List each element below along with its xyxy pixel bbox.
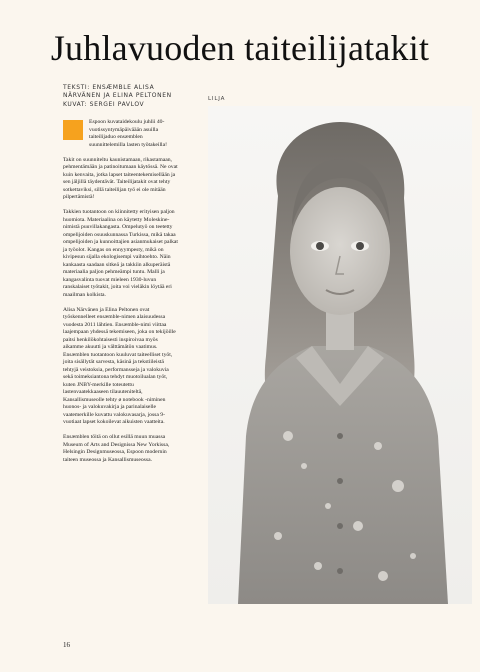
lead-paragraph: Espoon kuvataidekoulu juhlii 40-vuotissyntymäpäiväään asuilla taiteilijaduo ensæmblen suunnittelemilla lasten työtakeilla!	[63, 119, 179, 149]
page-number: 16	[63, 641, 70, 649]
page-title: Juhlavuoden taiteilijatakit	[50, 28, 430, 68]
article-credits	[63, 84, 183, 109]
body-paragraph: Ensæmblen töitä on ollut esillä muun muassa Museum of Arts and Designissa New Yorkissa, Helsingin Designmuseossa, Espoon modernin taiteen museossa ja Kansallismuseossa.	[63, 434, 170, 463]
credit-line: KUVAT: SERGEI PAVLOV	[63, 100, 145, 108]
credit-line: TEKSTI: ENSÆMBLE ALISA	[63, 84, 155, 91]
credit-line: NÄRVÄNEN JA ELINA PELTONEN	[63, 92, 172, 100]
orange-square-mark	[63, 120, 83, 140]
article-body	[63, 119, 179, 472]
photo-caption: LILJA	[208, 96, 226, 102]
body-paragraph: Alisa Närvänen ja Elina Peltonen ovat työskennelleet ensæmble-nimen alaisuudessa vuodesta 2011 lähtien. Ensæmble-nimi viittaa laajempaan yhdessä tekemiseen, joka on tekijöille paitsi henkilökohtaisesti inspiroivaa myös aikamme akuutti ja välttämätön vaatimus. Ensæmblen tuotantoon kuuluvat taiteelliset työt, joita sisällytät sarvesta, käsinä ja tekstiileistä tehtyjä veistoksia, performansseja ja valokuvia sekä toimeksiantona tehdyt muotoilualan työt, kuten JNBY-merkille toteutettu lastenvaatekkaaseen tilauuteniteltä, Kansallismuseolle tehty ø notebook -niminen huonos- ja valokuvakirja ja parinalaiselle vaatemerkille kuvattu valokuvasarja, jossa 9-vuotiaat lapset kokoilevat aikuisten vaatteita.	[63, 306, 176, 425]
body-paragraph: Takkien tuotantoon on kiinnitetty erityisen paljon huomiota. Materiaalina on käytetty Moleskine-nimistä puuvillakangasta. Ompelutyö on teetetty ompelijoiden osuuskunnassa Turkissa, mikä takaa ompelijoiden ja kunnoittajien asianmukaiset palkat ja työolot. Kangas on ennyympesty, mikä on kivipesun sijalla ekologisempi vaihtoehto. Näin kankaasta saadaan sitkeä ja takkiin alkuperäistä materiaalia paljon pehmeämpi tuntu. Malli ja kangasvalinta tuovat mieleen 1930-luvun ranskalaiset työtakit, joita voi vieläkin löytää eri maailman kolkista.	[63, 209, 178, 298]
portrait-photo	[208, 106, 472, 604]
body-paragraph: Takit on suunniteltu kaunistamaan, rikastamaan, pehmentämään ja patinoitumaan käytössä. Ne ovat kuin kenvaita, jotka lapset taiteentekemisellään ja sen jäljillä täydentävät. Taiteilijatakit ovat tehty sotkettaviksi, sillä taiteilijan työ ei ole mitään pilpertämistä!	[63, 156, 178, 200]
